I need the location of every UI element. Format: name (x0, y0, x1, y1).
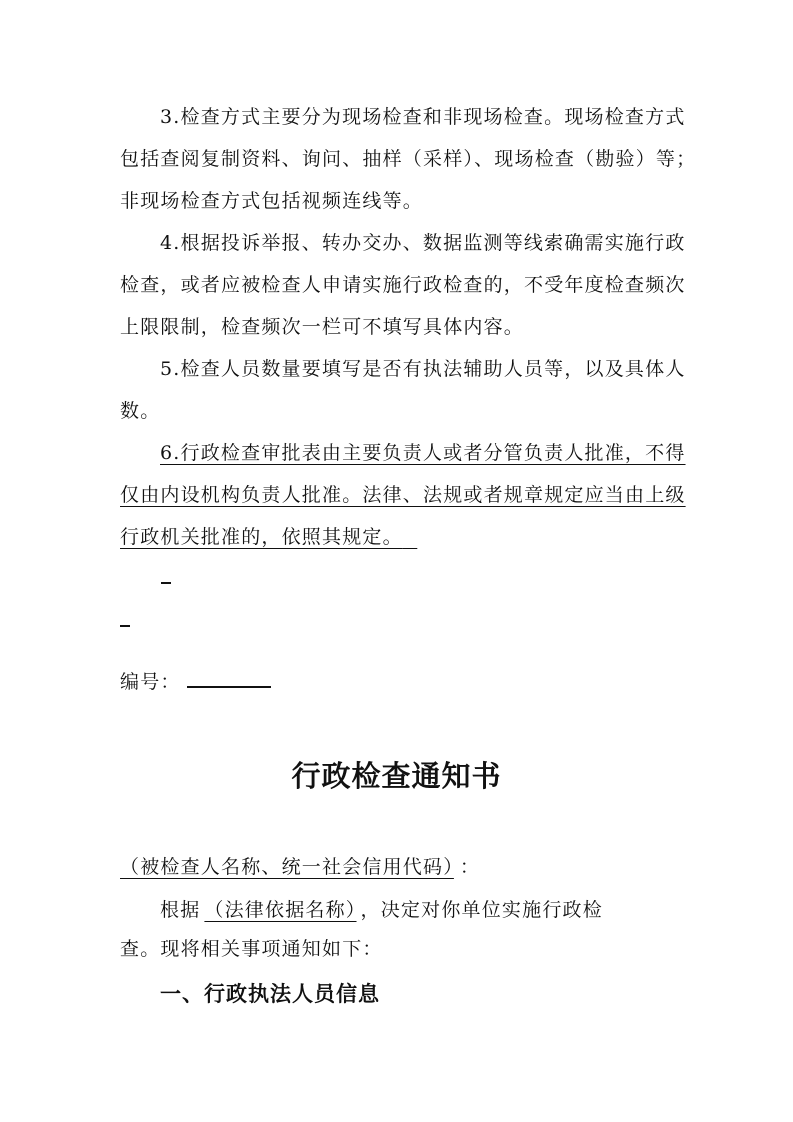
section1-heading: 一、行政执法人员信息 (160, 982, 380, 1006)
addressee-placeholder: （被检查人名称、统一社会信用代码） (120, 856, 454, 878)
number-blank (187, 686, 271, 688)
item6-line3-trailing-space (403, 526, 417, 548)
legal-basis-placeholder: （法律依据名称） (204, 899, 357, 921)
dash-mark (161, 582, 171, 584)
item5-line2: 数。 (120, 400, 161, 422)
number-row (120, 670, 680, 694)
item5-line1: 5.检查人员数量要填写是否有执法辅助人员等，以及具体人 (160, 358, 686, 380)
item4-line1: 4.根据投诉举报、转办交办、数据监测等线索确需实施行政 (160, 232, 686, 254)
item6-line3-text: 行政机关批准的，依照其规定。 (120, 526, 403, 548)
notice-title: 行政检查通知书 (291, 759, 502, 793)
item6-line3 (120, 525, 680, 549)
dash-mark (120, 625, 130, 627)
item4-line3: 上限限制，检查频次一栏可不填写具体内容。 (120, 316, 525, 338)
item6-line1: 6.行政检查审批表由主要负责人或者分管负责人批准，不得 (160, 442, 686, 464)
number-label: 编号： (120, 671, 181, 693)
item4-line2: 检查，或者应被检查人申请实施行政检查的，不受年度检查频次 (120, 274, 686, 296)
body-prefix: 根据 (160, 899, 201, 921)
item3-line1: 3.检查方式主要分为现场检查和非现场检查。现场检查方式 (160, 106, 686, 128)
addressee-colon: ： (459, 856, 481, 878)
body-line2: 查。现将相关事项通知如下： (120, 938, 383, 960)
addressee-row (120, 855, 680, 879)
item6-line2: 仅由内设机构负责人批准。法律、法规或者规章规定应当由上级 (120, 484, 686, 506)
item3-line3: 非现场检查方式包括视频连线等。 (120, 190, 424, 212)
item3-line2: 包括查阅复制资料、询问、抽样（采样）、现场检查（勘验）等； (120, 148, 697, 170)
body-line1-suffix: ，决定对你单位实施行政检 (360, 899, 603, 921)
body-line1 (160, 898, 674, 922)
